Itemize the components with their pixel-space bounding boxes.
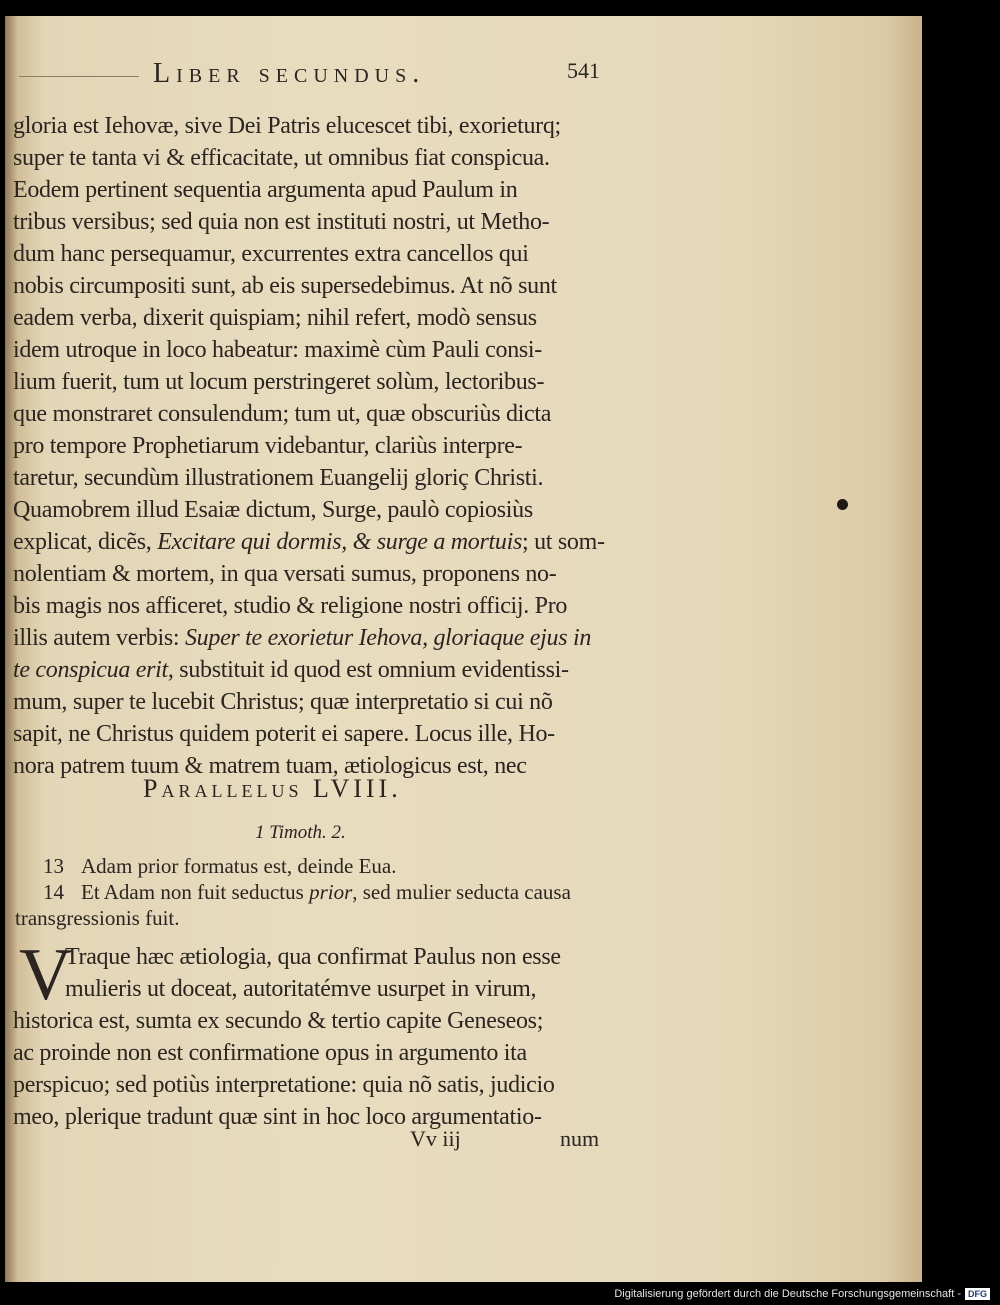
- text-run: illis autem verbis:: [13, 625, 185, 651]
- text-line: lium fuerit, tum ut locum perstringeret solùm, lectoribus-: [13, 369, 545, 395]
- text-line: [13, 657, 569, 684]
- catchword: num: [560, 1126, 600, 1151]
- text-line: Traque hæc ætiologia, qua confirmat Paulus non esse: [65, 944, 561, 970]
- text-run: ; ut som-: [522, 529, 605, 555]
- text-line: tribus versibus; sed quia non est instituti nostri, ut Metho-: [13, 209, 550, 235]
- text-line: bis magis nos afficeret, studio & religione nostri officij. Pro: [13, 593, 568, 619]
- text-line: eadem verba, dixerit quispiam; nihil refert, modò sensus: [13, 305, 537, 331]
- scanned-book-page: [5, 16, 922, 1282]
- credit-text: Digitalisierung gefördert durch die Deutsche Forschungsgemeinschaft -: [614, 1287, 961, 1300]
- text-line: nolentiam & mortem, in qua versati sumus, proponens no-: [13, 561, 557, 587]
- text-line: [13, 529, 605, 556]
- dfg-logo: DFG: [965, 1288, 990, 1300]
- scripture-reference: 1 Timoth. 2.: [255, 822, 346, 843]
- text-line: nora patrem tuum & matrem tuam, ætiologicus est, nec: [13, 753, 527, 779]
- text-line: mum, super te lucebit Christus; quæ interpretatio si cui nõ: [13, 689, 553, 715]
- text-line: que monstraret consulendum; tum ut, quæ obscuriùs dicta: [13, 401, 552, 427]
- text-run: , substituit id quod est omnium evidentissi-: [167, 657, 569, 683]
- text-line: Eodem pertinent sequentia argumenta apud Paulum in: [13, 177, 518, 203]
- verse-13: [43, 854, 397, 879]
- verse-number: 13: [43, 854, 64, 878]
- head-rule: [19, 76, 139, 77]
- verse-text: , sed mulier seducta causa: [352, 880, 571, 904]
- text-line: gloria est Iehovæ, sive Dei Patris elucescet tibi, exorieturq;: [13, 113, 561, 139]
- text-line: meo, plerique tradunt quæ sint in hoc loco argumentatio-: [13, 1104, 542, 1130]
- italic-word: prior: [309, 880, 353, 904]
- page-number: 541: [567, 58, 600, 83]
- signature-mark: Vv iij: [410, 1126, 461, 1151]
- italic-quotation: Excitare qui dormis, & surge a mortuis: [157, 529, 522, 555]
- text-line: pro tempore Prophetiarum videbantur, clariùs interpre-: [13, 433, 523, 459]
- drop-cap-initial: V: [19, 934, 73, 1016]
- text-line: mulieris ut doceat, autoritatémve usurpet in virum,: [65, 976, 537, 1002]
- text-run: explicat, dicẽs,: [13, 529, 158, 555]
- italic-quotation: Super te exorietur Iehova, gloriaque ejus in: [184, 625, 592, 651]
- text-line: sapit, ne Christus quidem poterit ei sapere. Locus ille, Ho-: [13, 721, 555, 747]
- text-line: idem utroque in loco habeatur: maximè cùm Pauli consi-: [13, 337, 542, 363]
- running-head: Liber secundus.: [153, 58, 426, 89]
- verse-number: 14: [43, 880, 64, 904]
- text-line: nobis circumpositi sunt, ab eis supersedebimus. At nõ sunt: [13, 273, 557, 299]
- catchline: [410, 1126, 599, 1152]
- digitization-credit: [614, 1288, 990, 1300]
- text-line: super te tanta vi & efficacitate, ut omnibus fiat conspicua.: [13, 145, 550, 171]
- italic-quotation: te conspicua erit: [13, 657, 168, 683]
- verse-14: [43, 880, 571, 905]
- text-line: Quamobrem illud Esaiæ dictum, Surge, paulò copiosiùs: [13, 497, 533, 523]
- section-heading: Parallelus LVIII.: [143, 774, 402, 803]
- text-line: ac proinde non est confirmatione opus in argumento ita: [13, 1040, 527, 1066]
- text-line: historica est, sumta ex secundo & tertio capite Geneseos;: [13, 1008, 544, 1034]
- text-line: perspicuo; sed potiùs interpretatione: quia nõ satis, judicio: [13, 1072, 555, 1098]
- verse-text: Adam prior formatus est, deinde Eua.: [81, 854, 397, 878]
- verse-14-continuation: transgressionis fuit.: [15, 906, 180, 930]
- text-line: taretur, secundùm illustrationem Euangelij gloriç Christi.: [13, 465, 544, 491]
- verse-text: Et Adam non fuit seductus: [81, 880, 310, 904]
- ink-spot: [837, 499, 848, 510]
- text-line: [13, 625, 591, 652]
- text-line: dum hanc persequamur, excurrentes extra cancellos qui: [13, 241, 529, 267]
